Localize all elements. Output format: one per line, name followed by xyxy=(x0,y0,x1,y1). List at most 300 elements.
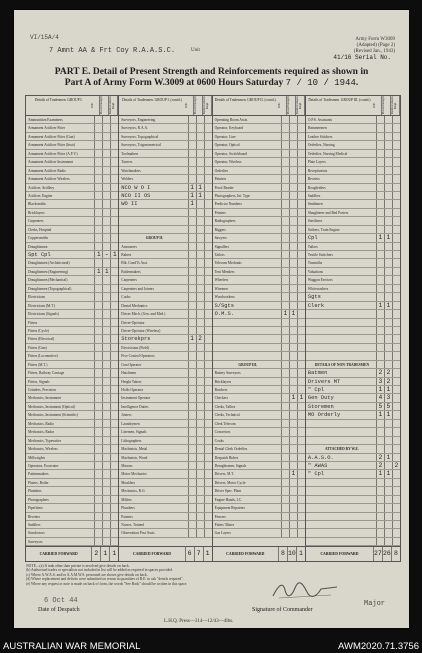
posted-cell xyxy=(384,268,392,275)
posted-cell xyxy=(102,437,110,444)
trade-label: Waggon Erectors xyxy=(307,278,333,283)
typed-trade-entry: Drivers MT xyxy=(307,378,341,385)
posted-cell: 1 xyxy=(384,470,392,477)
table-row xyxy=(119,411,211,419)
we-cell xyxy=(281,437,289,444)
posted-cell xyxy=(196,200,204,207)
posted-cell xyxy=(289,302,297,309)
archive-footer xyxy=(0,636,422,653)
we-cell xyxy=(281,403,289,410)
trade-label: Slaughterer and Bed Porters xyxy=(307,210,349,215)
posted-cell xyxy=(196,259,204,266)
table-row xyxy=(213,403,305,411)
trade-label: Dental Mechanics xyxy=(121,303,148,308)
carried-forward-label: CARRIED FORWARD xyxy=(132,552,172,556)
typed-trade-entry: O.M.S. xyxy=(214,311,235,318)
table-row xyxy=(213,327,305,335)
table-row xyxy=(119,319,211,327)
posted-cell xyxy=(196,428,204,435)
we-cell xyxy=(188,361,196,368)
reinf-cell xyxy=(204,276,212,283)
posted-cell xyxy=(196,150,204,157)
reinf-cell xyxy=(392,234,400,241)
table-row xyxy=(306,378,400,386)
posted-cell xyxy=(289,276,297,283)
we-cell xyxy=(281,209,289,216)
reinf-cell xyxy=(392,175,400,182)
we-cell xyxy=(376,504,384,511)
table-row xyxy=(26,378,118,386)
archive-name: AUSTRALIAN WAR MEMORIAL xyxy=(3,641,141,652)
trade-label: Armament Artificer Fitter (Gun) xyxy=(28,134,75,139)
trade-label: Coppersmiths xyxy=(28,236,48,241)
we-cell xyxy=(281,504,289,511)
typed-trade-entry: " AWAS xyxy=(307,462,328,469)
reinf-cell xyxy=(204,513,212,520)
we-cell xyxy=(94,513,102,520)
reinf-cell xyxy=(204,268,212,275)
we-cell xyxy=(281,124,289,131)
table-row xyxy=(26,529,118,537)
we-cell: 1 xyxy=(376,302,384,309)
table-row xyxy=(119,124,211,132)
reinf-cell xyxy=(297,200,305,207)
trade-label: Operator, Switchboard xyxy=(214,151,248,156)
trade-label: Laundrymen xyxy=(121,421,140,426)
we-cell xyxy=(376,319,384,326)
table-row xyxy=(26,141,118,149)
table-row xyxy=(119,200,211,208)
we-cell xyxy=(94,226,102,233)
trade-label: Wiremen xyxy=(214,286,228,291)
we-cell xyxy=(376,293,384,300)
trade-label: Patternmakers xyxy=(28,472,49,477)
posted-cell: 1 xyxy=(384,386,392,393)
table-row xyxy=(26,487,118,495)
table-row xyxy=(26,184,118,192)
table-row xyxy=(213,462,305,470)
table-row xyxy=(119,150,211,158)
trade-label: Turners xyxy=(121,160,133,165)
reinf-cell xyxy=(297,513,305,520)
table-row xyxy=(306,462,400,470)
posted-cell: 2 xyxy=(384,378,392,385)
reinf-cell xyxy=(392,217,400,224)
carried-forward-total: 27 xyxy=(373,547,382,561)
we-cell xyxy=(188,352,196,359)
posted-cell: 1 xyxy=(384,454,392,461)
we-cell xyxy=(94,167,102,174)
trade-label: Sawdoctors xyxy=(28,531,45,536)
we-cell xyxy=(281,276,289,283)
table-row xyxy=(26,445,118,453)
trade-label xyxy=(213,327,281,334)
trade-label: Clerks, Tallies xyxy=(214,404,236,409)
reinf-cell xyxy=(392,428,400,435)
posted-cell xyxy=(289,335,297,342)
we-cell xyxy=(94,217,102,224)
reinf-cell xyxy=(297,310,305,317)
posted-cell xyxy=(196,133,204,140)
reinf-cell xyxy=(110,335,118,342)
posted-cell: 2 xyxy=(384,369,392,376)
table-row xyxy=(26,403,118,411)
we-cell xyxy=(188,158,196,165)
trade-label: Despatch Riders xyxy=(214,455,239,460)
trade-label: Riveters xyxy=(307,177,320,182)
title-line-1: PART E. Detail of Present Strength and Reinforcements required as shown in xyxy=(54,67,369,77)
reinf-cell xyxy=(204,243,212,250)
posted-cell xyxy=(196,141,204,148)
table-block-1 xyxy=(26,96,119,561)
we-cell xyxy=(281,394,289,401)
table-row xyxy=(306,513,400,521)
table-row xyxy=(213,445,305,453)
we-cell xyxy=(376,268,384,275)
we-cell xyxy=(376,285,384,292)
trade-label xyxy=(306,420,376,427)
title-prefix: Part A of Army Form W.3009 at 0600 Hours Saturday xyxy=(64,78,284,88)
reinf-cell xyxy=(204,192,212,199)
posted-cell xyxy=(289,158,297,165)
reinf-cell xyxy=(392,150,400,157)
posted-cell xyxy=(196,470,204,477)
reinf-cell xyxy=(110,293,118,300)
trade-label: Blacksmiths xyxy=(28,202,46,207)
trade-label: Tailors xyxy=(214,253,225,257)
trade-label: Boilermakers xyxy=(121,269,141,274)
posted-cell: 3 xyxy=(384,394,392,401)
reinf-cell: 2 xyxy=(392,462,400,469)
posted-cell xyxy=(196,319,204,326)
reinf-cell xyxy=(392,184,400,191)
we-cell xyxy=(94,192,102,199)
posted-cell xyxy=(196,504,204,511)
reinf-cell xyxy=(110,428,118,435)
reinf-cell xyxy=(204,378,212,385)
column-subheader: Posted Strength xyxy=(382,96,391,115)
we-cell xyxy=(94,133,102,140)
trade-label: Fitters (Locomotive) xyxy=(28,354,58,359)
trade-label: Cooks xyxy=(121,295,131,300)
trade-label: Saddlers xyxy=(307,193,321,198)
trade-label: Butchers xyxy=(214,388,228,392)
reinf-cell xyxy=(204,437,212,444)
we-cell xyxy=(188,504,196,511)
posted-cell xyxy=(289,504,297,511)
reinf-cell xyxy=(297,268,305,275)
we-cell xyxy=(94,116,102,123)
table-row xyxy=(119,403,211,411)
group-heading-row xyxy=(306,361,400,369)
posted-cell xyxy=(102,200,110,207)
table-row xyxy=(26,386,118,394)
trade-label: Bricklayers xyxy=(214,379,232,384)
reinf-cell xyxy=(204,150,212,157)
trade-label: Surveyors, Topographical xyxy=(121,134,159,139)
table-row xyxy=(306,268,400,276)
trade-label: Draughtsmen (Engineering) xyxy=(28,269,69,274)
trade-label: Electricians (M.T.) xyxy=(28,303,56,308)
reinf-cell xyxy=(392,529,400,536)
we-cell xyxy=(94,285,102,292)
posted-cell xyxy=(289,513,297,520)
table-row xyxy=(119,378,211,386)
table-row xyxy=(213,293,305,301)
posted-cell xyxy=(289,479,297,486)
we-cell xyxy=(188,217,196,224)
posted-cell xyxy=(289,192,297,199)
table-row xyxy=(213,158,305,166)
reinf-cell xyxy=(297,226,305,233)
reinf-cell xyxy=(204,479,212,486)
table-row xyxy=(26,124,118,132)
posted-cell xyxy=(102,116,110,123)
we-cell xyxy=(281,428,289,435)
table-row xyxy=(119,470,211,478)
reinf-cell xyxy=(204,259,212,266)
column-header xyxy=(119,96,211,116)
table-row xyxy=(306,479,400,487)
trade-label: Wheelers xyxy=(214,278,229,283)
we-cell xyxy=(281,344,289,351)
trade-label: Signallers xyxy=(214,244,229,249)
we-cell xyxy=(281,226,289,233)
table-row xyxy=(306,293,400,301)
table-row xyxy=(213,487,305,495)
we-cell xyxy=(376,150,384,157)
we-cell xyxy=(94,259,102,266)
reinf-cell xyxy=(392,521,400,528)
we-cell xyxy=(376,116,384,123)
reinf-cell xyxy=(110,470,118,477)
posted-cell xyxy=(384,251,392,258)
trade-label: Orderlies xyxy=(214,168,228,173)
reinf-cell xyxy=(297,470,305,477)
posted-cell xyxy=(102,496,110,503)
reinf-cell xyxy=(392,268,400,275)
note-line: NOTE—(a) If tank other than private is involved give details on back. xyxy=(26,564,130,568)
column-subheader: Reinforcements Reqd. xyxy=(109,96,118,115)
posted-cell xyxy=(384,285,392,292)
posted-cell: 1 xyxy=(196,184,204,191)
trade-label: Riveters xyxy=(28,514,40,519)
typed-trade-entry: " Cpl xyxy=(307,471,325,478)
table-row xyxy=(26,327,118,335)
reinf-cell xyxy=(204,133,212,140)
table-row xyxy=(26,369,118,377)
trade-label: GROUP II. xyxy=(145,236,164,241)
we-cell xyxy=(188,479,196,486)
posted-cell xyxy=(384,420,392,427)
carried-forward-total: 8 xyxy=(391,547,400,561)
typed-trade-entry: NCO W O I xyxy=(121,184,151,191)
we-cell xyxy=(188,124,196,131)
posted-cell xyxy=(289,268,297,275)
carried-forward-label: CARRIED FORWARD xyxy=(39,552,78,556)
trade-label xyxy=(306,310,376,317)
reinf-cell xyxy=(204,454,212,461)
reinf-cell xyxy=(110,538,118,545)
reinf-cell xyxy=(392,470,400,477)
reinf-cell xyxy=(204,124,212,131)
we-cell xyxy=(188,327,196,334)
posted-cell xyxy=(289,243,297,250)
reinf-cell xyxy=(392,454,400,461)
table-row xyxy=(213,319,305,327)
posted-cell xyxy=(289,462,297,469)
serial-number: 41/16 Serial No. xyxy=(333,54,391,61)
posted-cell xyxy=(289,150,297,157)
we-cell: 1 xyxy=(188,192,196,199)
we-cell: 1 xyxy=(94,251,102,258)
reinf-cell xyxy=(110,268,118,275)
table-row xyxy=(213,192,305,200)
we-cell xyxy=(188,175,196,182)
trade-label: Driver-Operator (Wireless) xyxy=(121,328,161,333)
carried-forward-total: 1 xyxy=(100,547,109,561)
trade-label: Intelligence Duties xyxy=(121,404,149,409)
posted-cell xyxy=(102,285,110,292)
we-cell xyxy=(376,335,384,342)
reinf-cell xyxy=(392,310,400,317)
reinf-cell xyxy=(110,217,118,224)
posted-cell xyxy=(289,403,297,410)
trade-label: Sterilisers xyxy=(307,219,323,224)
we-cell xyxy=(281,479,289,486)
posted-cell xyxy=(289,167,297,174)
title-suffix: . xyxy=(355,78,359,88)
table-row xyxy=(119,251,211,259)
we-cell xyxy=(94,462,102,469)
reinf-cell xyxy=(204,158,212,165)
posted-cell xyxy=(196,116,204,123)
posted-cell: 1 xyxy=(289,310,297,317)
table-row xyxy=(119,327,211,335)
table-row xyxy=(213,276,305,284)
we-cell: 1 xyxy=(376,470,384,477)
trade-label xyxy=(306,538,376,545)
reinf-cell xyxy=(204,335,212,342)
trade-label: Joiners xyxy=(121,413,132,418)
posted-cell xyxy=(384,167,392,174)
reinf-cell xyxy=(392,352,400,359)
posted-cell xyxy=(384,259,392,266)
reinf-cell xyxy=(392,361,400,368)
form-ref-line: (Revised Jan., 1943) xyxy=(353,49,395,54)
we-cell xyxy=(188,454,196,461)
table-row xyxy=(213,150,305,158)
reinf-cell: 1 xyxy=(110,251,118,258)
we-cell xyxy=(376,310,384,317)
we-cell: 1 xyxy=(376,386,384,393)
we-cell xyxy=(281,200,289,207)
carried-forward-total: 2 xyxy=(91,547,100,561)
table-row xyxy=(213,335,305,343)
column-subheader: Reinforcements Reqd. xyxy=(296,96,305,115)
reinf-cell xyxy=(297,302,305,309)
reinf-cell xyxy=(392,504,400,511)
reinf-cell xyxy=(110,124,118,131)
reinf-cell xyxy=(297,361,305,368)
we-cell: 5 xyxy=(376,403,384,410)
reinf-cell xyxy=(204,344,212,351)
trade-label xyxy=(306,487,376,494)
table-row xyxy=(26,293,118,301)
trade-label: Blk. Cond'l's Asst. xyxy=(121,261,148,266)
trade-label: Orderlies, Nursing xyxy=(307,143,335,148)
note-line: (d) Where replacement and deficits were submitted on return in quantities of R.E. to ask "details required". xyxy=(26,577,184,582)
table-row xyxy=(119,386,211,394)
posted-cell xyxy=(384,310,392,317)
table-row xyxy=(26,226,118,234)
trade-label: Draughtsmen xyxy=(28,244,48,249)
reinf-cell xyxy=(297,133,305,140)
table-row xyxy=(213,226,305,234)
posted-cell xyxy=(384,496,392,503)
posted-cell xyxy=(289,116,297,123)
trade-label: Carpenters xyxy=(121,278,137,283)
group-heading-row xyxy=(119,234,211,242)
we-cell xyxy=(376,251,384,258)
posted-cell xyxy=(196,158,204,165)
reinf-cell xyxy=(110,243,118,250)
column-subheader: W.E. xyxy=(91,96,100,115)
table-row xyxy=(119,335,211,343)
we-cell xyxy=(94,234,102,241)
posted-cell xyxy=(384,175,392,182)
reinf-cell xyxy=(392,420,400,427)
reinf-cell xyxy=(297,335,305,342)
table-row xyxy=(26,217,118,225)
signature-label: Signature of Commander xyxy=(252,607,313,613)
posted-cell: 1 xyxy=(289,394,297,401)
trade-label: O.P.S. Assistants xyxy=(307,118,333,122)
reinf-cell xyxy=(110,310,118,317)
we-cell xyxy=(281,293,289,300)
reinf-cell xyxy=(392,133,400,140)
we-cell xyxy=(188,116,196,123)
trade-label: Tent Menders xyxy=(214,269,235,274)
reinf-cell xyxy=(297,150,305,157)
we-cell xyxy=(94,504,102,511)
we-cell xyxy=(281,411,289,418)
posted-cell xyxy=(384,217,392,224)
reinf-cell xyxy=(297,462,305,469)
posted-cell xyxy=(102,234,110,241)
posted-cell xyxy=(196,378,204,385)
reinf-cell xyxy=(297,167,305,174)
reinf-cell xyxy=(297,141,305,148)
reinf-cell xyxy=(392,293,400,300)
we-cell xyxy=(376,184,384,191)
reinf-cell xyxy=(204,462,212,469)
trade-label: Saddlers xyxy=(28,523,41,527)
posted-cell xyxy=(196,352,204,359)
we-cell xyxy=(188,411,196,418)
trade-label: Checkers xyxy=(214,396,228,401)
we-cell xyxy=(281,268,289,275)
trade-label: Fitters (Electrical) xyxy=(28,337,55,342)
column-subheader: Posted Strength xyxy=(100,96,109,115)
posted-cell xyxy=(196,167,204,174)
trade-label: Surveyors, Engineering xyxy=(121,118,156,122)
we-cell xyxy=(281,496,289,503)
trade-label: Surveyors xyxy=(28,539,43,544)
table-row xyxy=(26,192,118,200)
we-cell xyxy=(188,344,196,351)
table-row xyxy=(119,184,211,192)
